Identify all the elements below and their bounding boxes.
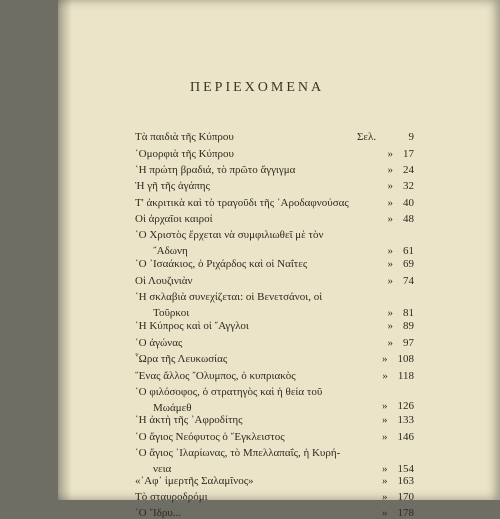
page-number-value: 9 [408, 131, 414, 143]
toc-entry-title-continued: Μωάμεθ [153, 402, 192, 414]
page-number-value: 74 [403, 275, 414, 287]
toc-entry [135, 229, 375, 257]
page-number-value: 69 [403, 258, 414, 270]
toc-entry-title: ῾Ο φιλόσοφος, ὁ στρατηγὸς καὶ ἡ θεία τοῦ [135, 386, 323, 398]
page-number-value: 108 [397, 353, 414, 365]
toc-entry-title-continued: Τοῦρκοι [153, 307, 190, 319]
toc-page-number [360, 431, 414, 443]
toc-entry-title: «᾿Αφ᾿ ἱμερτῆς Σαλαμῖνος» [135, 475, 254, 487]
ditto-mark: » [387, 180, 393, 192]
toc-entry [135, 213, 375, 225]
page-number-value: 178 [397, 507, 414, 519]
toc-entry-title: ῾Η ἀκτὴ τῆς ᾿Αφροδίτης [135, 414, 243, 426]
toc-entry-title: Τὰ παιδιὰ τῆς Κύπρου [135, 131, 234, 143]
toc-page-number [360, 131, 414, 143]
toc-page-number [360, 307, 414, 319]
toc-page-number [360, 213, 414, 225]
toc-page-number [360, 275, 414, 287]
page-number-value: 126 [397, 400, 414, 412]
toc-entry [135, 353, 375, 365]
toc-entry-title: ῾Η σκλαβιὰ συνεχίζεται: οἱ Βενετσάνοι, οἱ [135, 291, 323, 303]
ditto-mark: » [382, 353, 388, 365]
toc-page-number [360, 148, 414, 160]
ditto-mark: » [387, 320, 393, 332]
page-number-value: 24 [403, 164, 414, 176]
toc-entry [135, 507, 375, 519]
toc-entry [135, 337, 375, 349]
page-number-value: 154 [397, 463, 414, 475]
page-number-value: 32 [403, 180, 414, 192]
toc-entry-title: ῾Ο ῞Ιδρυ... [135, 507, 182, 519]
toc-entry [135, 164, 375, 176]
toc-entry [135, 475, 375, 487]
toc-page-number [360, 258, 414, 270]
page-number-value: 118 [397, 370, 414, 382]
page-number-value: 97 [403, 337, 414, 349]
toc-entry-title: ῾Ο Χριστὸς ἔρχεται νὰ συμφιλιωθεῖ μὲ τὸν [135, 229, 324, 241]
toc-entry [135, 386, 375, 414]
toc-entry [135, 370, 375, 382]
toc-entry [135, 180, 375, 192]
toc-page-number [360, 245, 414, 257]
ditto-mark: » [387, 164, 393, 176]
toc-entry-title: ῾Η πρώτη βραδιά, τὸ πρῶτο ἄγγιγμα [135, 164, 296, 176]
ditto-mark: » [387, 337, 393, 349]
toc-entry [135, 491, 375, 503]
toc-page-number [360, 507, 414, 519]
toc-entry [135, 431, 375, 443]
ditto-mark: » [387, 275, 393, 287]
toc-entry [135, 148, 375, 160]
toc-entry-title: ῟Ωρα τῆς Λευκωσίας [135, 353, 228, 365]
contents-heading: ΠΕΡΙΕΧΟΜΕΝΑ [190, 80, 325, 95]
toc-entry-title: ῾Ο ἀγώνας [135, 337, 183, 349]
toc-entry [135, 197, 375, 209]
toc-entry-title: Οἱ Λουζινιὰν [135, 275, 193, 287]
toc-page-number [360, 353, 414, 365]
toc-entry [135, 414, 375, 426]
toc-page-number [360, 463, 414, 475]
toc-entry-title: Τ' ἀκριτικὰ καὶ τὸ τραγοῦδι τῆς ᾿Αροδαφνούσας [135, 197, 349, 209]
toc-entry [135, 447, 375, 475]
toc-entry-title: ῾Ο ἅγιος ᾿Ιλαρίωνας, τὸ Μπελλαπαΐς, ἡ Κυρή- [135, 447, 341, 459]
page-number-value: 48 [403, 213, 414, 225]
toc-page-number [360, 475, 414, 487]
toc-page-number [360, 197, 414, 209]
toc-page-number [360, 337, 414, 349]
page-column-label: Σελ. [357, 131, 377, 143]
toc-entry-title: ῾Η Κύπρος καὶ οἱ ῎Αγγλοι [135, 320, 249, 332]
ditto-mark: » [387, 307, 393, 319]
toc-page-number [360, 414, 414, 426]
toc-page-number [360, 491, 414, 503]
page-number-value: 81 [403, 307, 414, 319]
page-number-value: 89 [403, 320, 414, 332]
ditto-mark: » [382, 491, 388, 503]
ditto-mark: » [382, 400, 388, 412]
page-number-value: 170 [397, 491, 414, 503]
toc-page-number [360, 164, 414, 176]
toc-entry [135, 258, 375, 270]
ditto-mark: » [382, 414, 388, 426]
page-number-value: 133 [397, 414, 414, 426]
toc-page-number [360, 370, 414, 382]
page-number-value: 61 [403, 245, 414, 257]
ditto-mark: » [387, 148, 393, 160]
toc-entry-title: Ἡ γῆ τῆς ἀγάπης [135, 180, 210, 192]
ditto-mark: » [387, 245, 393, 257]
ditto-mark: » [382, 463, 388, 475]
ditto-mark: » [387, 258, 393, 270]
toc-entry [135, 131, 375, 143]
page-number-value: 40 [403, 197, 414, 209]
toc-entry-title-continued: νεια [153, 463, 172, 475]
toc-entry-title: ῞Ενας ἄλλος ῎Ολυμπος, ὁ κυπριακὸς [135, 370, 296, 382]
toc-entry [135, 275, 375, 287]
ditto-mark: » [387, 213, 393, 225]
toc-entry [135, 320, 375, 332]
page-number-value: 146 [397, 431, 414, 443]
toc-entry [135, 291, 375, 319]
page-number-value: 17 [403, 148, 414, 160]
toc-page-number [360, 180, 414, 192]
toc-entry-title: Τὸ σταυροδρόμι [135, 491, 208, 503]
toc-entry-title: ῾Ο ἅγιος Νεόφυτος ὁ ῎Εγκλειστος [135, 431, 285, 443]
toc-entry-title-continued: ῎Αδωνη [153, 245, 188, 257]
page-number-value: 163 [397, 475, 414, 487]
ditto-mark: » [382, 475, 388, 487]
toc-page-number [360, 320, 414, 332]
toc-entry-title: ῾Ομορφιὰ τῆς Κύπρου [135, 148, 234, 160]
toc-entry-title: ῾Ο ᾿Ισαάκιος, ὁ Ριχάρδος καὶ οἱ Ναΐτες [135, 258, 308, 270]
toc-entry-title: Οἱ ἀρχαῖοι καιροί [135, 213, 213, 225]
toc-page-number [360, 400, 414, 412]
ditto-mark: » [387, 197, 393, 209]
ditto-mark: » [382, 370, 388, 382]
ditto-mark: » [382, 431, 388, 443]
ditto-mark: » [382, 507, 388, 519]
